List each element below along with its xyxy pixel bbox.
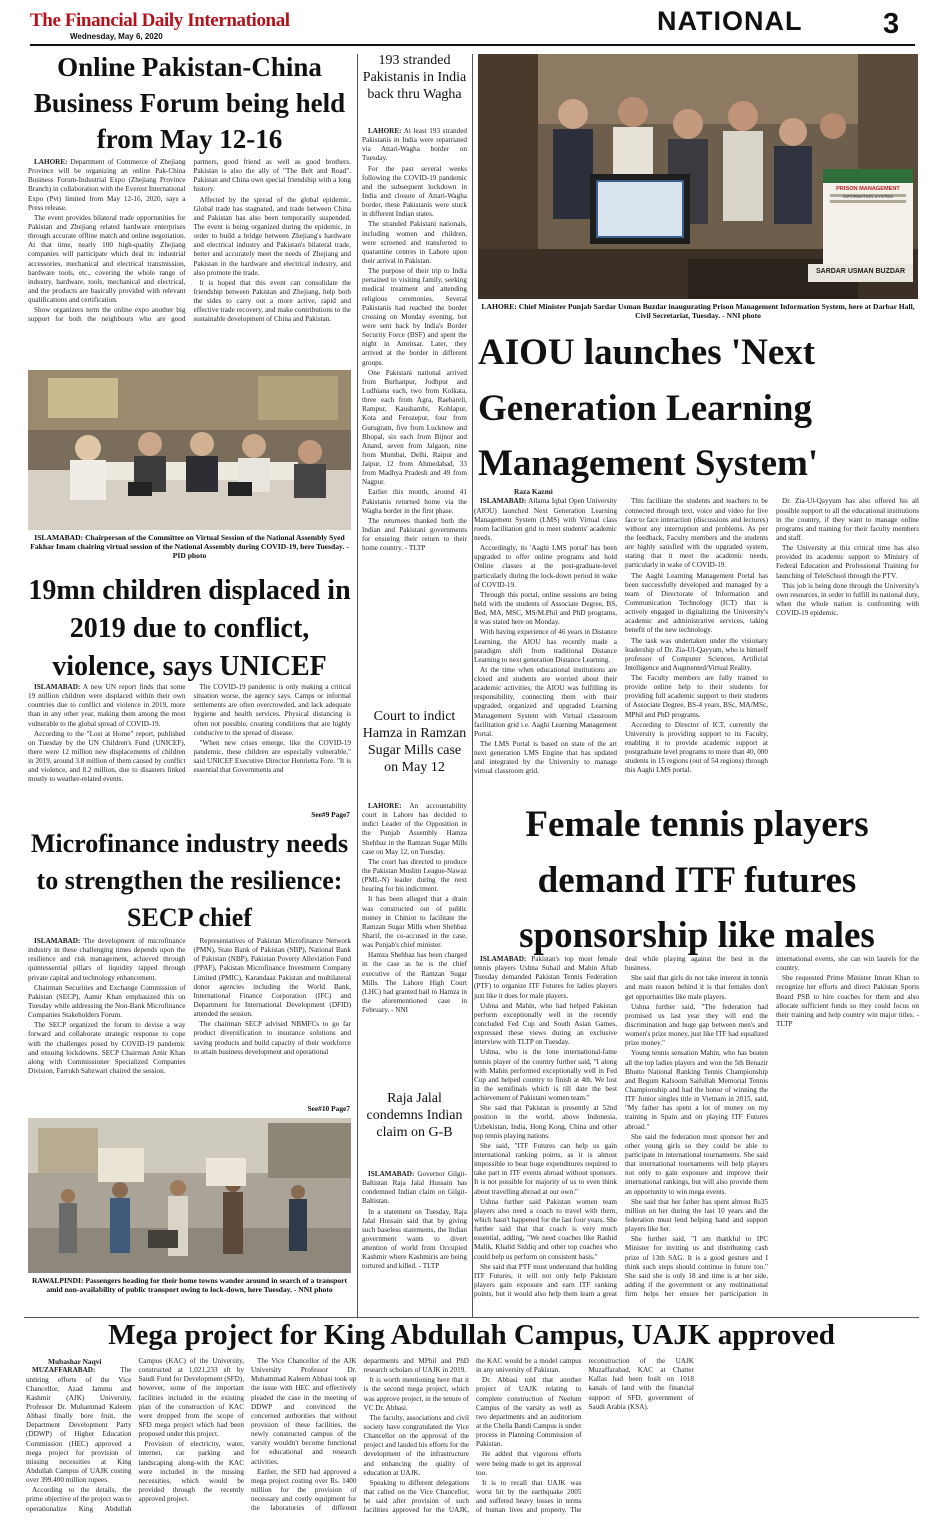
paragraph: The University at this critical time has also provided its academic support to Ministry of Federal Education and Professional Training for launching of TeleSchool through the PTV. xyxy=(776,544,919,580)
dateline: LAHORE: xyxy=(34,158,68,166)
paragraph: She said that her father has spent almost Rs35 million on her during the last 10 years and the federation must lend helping hand and support players like her. xyxy=(625,1197,768,1234)
banner-title: PRISON MANAGEMENT xyxy=(836,186,900,192)
paragraph: Ushna further said Pakistan women team players also need a coach to travel with them, which hasn't happened for the last four years. She further said that that coach is very much essential, adding, "We need coaches like Rashid Malik, Khalid Siddiq and other top coaches who could help us perform on consistent basis." xyxy=(474,1197,617,1261)
article-microfinance xyxy=(28,937,351,1115)
section-rule xyxy=(30,44,915,46)
paragraph: She said, "ITF Futures can help us gain international ranking points, as it is almost impossible to bear huge expenditures required to take part in ITF events abroad without sponsors. It is not possible for majority of us to even think about travelling abroad at our own." xyxy=(474,1141,617,1196)
paragraph: He added that vigorous efforts were being made to get its approval too. xyxy=(476,1450,582,1477)
caption-buzdar: LAHORE: Chief Minister Punjab Sardar Usman Buzdar inaugurating Prison Management Information System, here at Darbar Hall, Civil Secretariat, Tuesday. - NNI photo xyxy=(481,302,915,321)
paragraph: According to Director of ICT, currently the University is providing support to its Faculty, enabling it to provide academic support at postgraduate level programs to more than 40, 000 students in 15 regions (out of 54 regions) through this Aaghi LMS portal. xyxy=(625,720,768,775)
headline-tennis: Female tennis players demand ITF futures sponsorship like males xyxy=(519,804,875,956)
paragraph: With having experience of 46 years in Distance Learning, the AIOU has recently made a paradigm shift from traditional Distance Learning to next generation Distance Learning. xyxy=(474,628,617,664)
dateline: LAHORE: xyxy=(368,127,402,135)
photo-buzdar xyxy=(478,54,918,299)
article-uajk xyxy=(26,1357,919,1517)
nameplate: SARDAR USMAN BUZDAR xyxy=(815,268,906,275)
headline-pakchina: Online Pakistan-China Business Forum being held from May 12-16 xyxy=(33,52,346,154)
paragraph: The SECP organized the forum to devise a way forward and collaborate strategic response to cope with the challenges posed by COVID-19 pandemic and ensuing lockdowns. SECP Chairman Amir Khan along with Commissioner Specialized Companies Division, Farrukh Sabzwari chaired the session. xyxy=(28,1021,186,1075)
paragraph: The returnees thanked both the Indian and Pakistani governments for ensuring their return to their home country. - TLTP xyxy=(362,516,467,553)
paragraph: The faculty, associations and civil society have congratulated the Vice Chancellor on the approval of the project and lauded his efforts for the development of the infrastructure and enhancing the quality of education at UAJK. xyxy=(363,1413,469,1477)
dateline: LAHORE: xyxy=(368,802,402,810)
paragraph: The task was undertaken under the visionary leadership of Dr. Zia-Ul-Qayyum, who is himself professor of Computer Sciences, Artificial Intelligence and Augmented/Virtual Reality. xyxy=(625,636,768,672)
byline: Raza Kazmi xyxy=(514,487,553,496)
paragraph: A new UN report finds that some 19 million children were displaced within their own countries due to conflict and violence in 2019, more than in any other year, making them among the most vulnerable to the global spread of COVID-19. xyxy=(28,683,186,728)
paragraph: It is worth mentioning here that it is the second mega project, which was approve project, in the tenure of VC Dr. Abbasi. xyxy=(363,1376,469,1412)
paragraph: Representatives of Pakistan Microfinance Network (PMN), State Bank of Pakistan (SBP), National Bank of Pakistan (NBP), Pakistan Poverty Alleviation Fund (PPAF), Pakistan Microfinance Investment Company Limited (PMIC), Karandaaz Pakistan and multilateral donor agencies including the World Bank, International Finance Corporation (IFC) and Department for International Development (DFID) attended the session. xyxy=(193,937,351,1019)
dateline: ISLAMABAD: xyxy=(34,683,81,691)
paragraph: Accordingly, its 'Aaghi LMS portal' has been upgraded to offer online programs and hold Online classes at the post-graduate-level particularly during the lock-down period in wake of COVID-19. xyxy=(474,544,617,589)
paragraph: The stranded Pakistani nationals, including women and children, were screened and transferred to quarantine centres in Lahore upon their arrival in Pakistan. xyxy=(362,220,467,265)
paragraph: Governor Gilgit-Baltistan Raja Jalal Hussain has condemned Indian claim on Gilgit-Baltistan. xyxy=(362,1170,467,1206)
paragraph: Dr. Abbasi told that another project of UAJK relating to complete construction of Neelum Campus of the varsity as well as two departments and an auditorium at the Chella Bandi Campus is under process in Planning Commission of Pakistan. xyxy=(476,1376,582,1449)
article-aiou xyxy=(474,487,919,793)
paragraph: Earlier, the SFD had approved a mega project costing over Rs. 1400 million for the provision of necessary and costly equipment for the laboratories of different departments and MPhil and PhD research scholars of UAJK in 2019. xyxy=(251,1357,469,1513)
jump-line: See#9 Page7 xyxy=(311,810,350,819)
headline-stranded: 193 stranded Pakistanis in India back thru Wagha xyxy=(362,53,467,103)
paragraph: Dr. Zia-Ul-Qayyum has also offered his all possible support to all the educational institutions in the country, if they want to manage online programs and training for their faculty members and staff. xyxy=(776,497,919,542)
paragraph: "When new crises emerge, like the COVID-19 pandemic, these children are especially vulnerable," said UNICEF Executive Director Henrietta Fore. "It is essential that Governments and xyxy=(193,738,351,775)
paragraph: The Faculty members are fully trained to provide online help to their students for providing full academic support to their students of Associate Degree, BS-4 years, BSc, MA/MSc, MPhil and PhD programs. xyxy=(625,674,768,719)
paragraph: The Vice Chancellor of the AJK University Professor Dr. Muhammad Kaleem Abbasi took up the issue with HEC and effectively pleaded the case in the meeting of DDWP and convinced the concerned authorities that without provision of these facilities, the newly constructed campus of the varsity wouldn't become functional for educational and research activities. xyxy=(251,1357,357,1466)
issue-date: Wednesday, May 6, 2020 xyxy=(70,32,163,41)
paragraph: She requested Prime Minister Imran Khan to recognize her efforts and direct Pakistan Sports Board PSB to hire coaches for them and also allocate sufficient funds so they could focus on their training and help country win major titles. - TLTP xyxy=(776,974,919,1028)
headline-aiou: AIOU launches 'Next Generation Learning Management System' xyxy=(478,332,819,484)
dateline: ISLAMABAD: xyxy=(480,497,527,506)
paragraph: The chairman SECP advised NBMFCs to go far product diversification to insurance solutions and saving products and build capacity of their workforce to attain business development and operational xyxy=(193,1020,351,1056)
paragraph: The untiring efforts of the Vice Chancellor, Azad Jammu and Kashmir (AJK) University, Professor Dr. Muhammad Kaleem Abbasi finally bore fruit, the Department Development Party (DDWP) of Higher Education Commission (HEC) approved a mega project for provision of missing necessities at King Abdullah Campus of UAJK costing over 399.400 million rupees. xyxy=(26,1366,132,1485)
paragraph: It has been alleged that a drain was constructed out of public money in Chiniot to facilitate the Ramzan Sugar Mills when Shehbaz Sharif, the co-accused in the case, was Punjab's chief minister. xyxy=(362,895,467,950)
paragraph: Department of Commerce of Zhejiang Province will be organizing an online Pak-China Business Forum-Industrial Expo (Zhejiang Province Branch) in collaboration with the Everest International Expo (Pvt) limited from May 12-16, 2020, says a Press release. xyxy=(28,158,186,212)
paragraph: The LMS Portal is based on state of the art next generation LMS Engine that has updated and integrated by the University to manage virtual classroom grid. xyxy=(474,740,617,776)
paragraph: For the past several weeks following the COVID-19 pandemic and the subsequent lockdown in India and closure of Attari-Wagha border, these Pakistanis were stuck in different Indian states. xyxy=(362,164,467,219)
column-rule xyxy=(357,54,358,1318)
photo-virtual-session xyxy=(28,370,351,530)
paragraph: She said that PTF must understand that holding ITF Futures, it will not only help Pakistani players gain exposure and earn ITF ranking points, but it would also help them learn a great deal while playing against the best in the business. xyxy=(474,955,768,1299)
photo-passengers xyxy=(28,1118,351,1273)
paragraph: In a statement on Tuesday, Raja Jalal Hussain said that by giving such baseless statements, the Indian government wants to divert attention of world from Occupied Kashmir where Kashmiris are being tortured and killed. - TLTP xyxy=(362,1207,467,1271)
dateline: ISLAMABAD: xyxy=(480,955,527,963)
paragraph: This job is being done through the University's own resources, in order to fulfill its national duty, when the whole nation is confronting with COVID-19 epidemic. xyxy=(776,581,919,618)
paragraph: The Aaghi Learning Management Portal has been successfully developed and managed by a team of Directorate of Information and Communication Technology (ICT) that is actively engaged in digitalizing the University's academic and administrative services, taking benefit of the new technology. xyxy=(625,571,768,635)
paragraph: Show organizers term the online expo another big support for both the neighbours who are good partners, good friend as well as good brothers. Pakistan is also the ally of "The Belt and Road". Pakistan and China own special friendship with a long history. xyxy=(28,158,351,324)
page-number: 3 xyxy=(883,8,900,40)
paper-name: The Financial Daily International xyxy=(30,10,290,31)
article-rajajalal xyxy=(362,1170,467,1312)
paragraph: Earlier this month, around 41 Pakistanis returned home via the Wagha border in the first phase. xyxy=(362,488,467,515)
paragraph: Allama Iqbal Open University (AIOU) launched Next Generation Learning Management System (LMS) with Virtual class room facilitation grid to meet students' academic needs. xyxy=(474,497,617,542)
column-rule xyxy=(472,54,473,1318)
paragraph: According to the details, the prime objective of the project was to operationalize King Abdullah Campus (KAC) of the University, constructed at 1,021,233 sft by Saudi Fund for Development (SFD), however, some of the important facilities included in the existing plan of the construction of KAC were dropped from the scope of SFD mega project which had been proposed under this project. xyxy=(26,1357,244,1513)
paragraph: Hamza Shehbaz has been charged in the case as he is the chief executive of the Ramzan Sugar Mills. The Lahore High Court (LHC) had granted bail to Hamza in the aforementioned case in February. - NNI xyxy=(362,951,467,1015)
dateline: MUZAFFARABAD: xyxy=(32,1366,96,1375)
paragraph: At the time when educational institutions are closed and students are worried about their academic activities, the AIOU was fulfilling its responsibility, connecting them with their upgraded, organized and upgraded Learning Management System with Virtual classroom facilitation grid i.e. Aaghi Learning Management Portal. xyxy=(474,665,617,738)
paragraph: Speaking to different delegations that called on the Vice Chancellor, he said after provision of such facilities approved for the UAJK, the KAC would be a model campus in any university of Pakistan. xyxy=(363,1357,582,1515)
headline-rajajalal: Raja Jalal condemns Indian claim on G-B xyxy=(366,1091,463,1141)
paragraph: She said the federation must sponsor her and other young girls so they could be able to participate in international tournaments. She said that international tournaments will help players not only to gain exposure and improve their international rankings, but will also provide them an opportunity to win mega events. xyxy=(625,1132,768,1196)
paragraph: Ushna, who is the lone international-fame tennis player of the country further said, "I along with Mahin performed exceptionally well in Fed Cup and helped country to finish at 4th. We lost in the semifinals which is till date the best achievement of Pakistani women team." xyxy=(474,1048,617,1103)
paragraph: Provision of electricity, water, internet, car parking and landscaping along-with the KAC were included in the missing necessities, which would be provided through the recently approved project. xyxy=(138,1440,244,1504)
headline-microfinance: Microfinance industry needs to strengthen the resilience: SECP chief xyxy=(30,829,349,932)
paragraph: Ushna further said, "The federation had promised us last year they will end the discrimination and huge gap between men's and women's prize money, just like ITF had equalized prize money." xyxy=(625,1002,768,1048)
byline: Mubashar Naqvi xyxy=(48,1357,102,1366)
paragraph: The COVID-19 pandemic is only making a critical situation worse, the agency says. Camps or informal settlements are often overcrowded, and lack adequate hygiene and health services. Physical distancing is often not possible, creating conditions that are highly conducive to the spread of disease. xyxy=(193,683,351,737)
jump-line: See#10 Page7 xyxy=(307,1104,350,1113)
paragraph: Chairman Securities and Exchange Commission of Pakistan (SECP), Aamir Khan emphasized this on Tuesday while addressing the Non-Bank Microfinance Companies Stakeholders Forum. xyxy=(28,983,186,1020)
paragraph: An accountability court in Lahore has decided to indict Leader of the Opposition in the Punjab Assembly Hamza Shehbaz in the Ramzan Sugar Mills case on May 12, on Tuesday. xyxy=(362,802,467,856)
paragraph: It is hoped that this event can consolidate the friendship between Pakistan and Zhejiang, help both the sides to carry out a more active, rapid and effective trade recovery, and make contributions to the sustainable development of China and Pakistan. xyxy=(193,278,351,324)
paragraph: It is to recall that UAJK was worst hit by the earthquake 2005 and suffered heavy losses in terms of human lives and property. The reconstruction of the UAJK Muzaffarabad, KAC at Chatter Kallas had been built on 1018 kanals of land with the financial support of SFD, government of Saudi Arabia (KSA). xyxy=(476,1357,694,1515)
paragraph: The development of microfinance industry in these challenging times depends upon the resilience and risk management, achieved through quintessential pillars of liquidity tapped through private capital and technology enhancement. xyxy=(28,937,186,982)
banner-subtitle: INFORMATION SYSTEM xyxy=(843,194,893,199)
paragraph: Young tennis sensation Mahin, who has beaten all the top ladies players and won the 5th Benazir Bhutto National Ranking Tennis Championship and Begum Kalsoom Saifullah Memorial Tennis Championship and had the honor of winning the ITF Junior singles title in Vietnam in 2015, said, "My father has spent a lot of money on my training in Spain and on playing ITF Futures abroad." xyxy=(625,1049,768,1131)
dateline: ISLAMABAD: xyxy=(34,937,81,945)
paragraph: She said that girls do not take interest in tennis and main reason behind it is that females don't get opportunities like male players. xyxy=(625,974,768,1001)
paragraph: At least 193 stranded Pakistanis in India were repatriated via Attari-Wagha border on Tuesday. xyxy=(362,127,467,163)
paragraph: Affected by the spread of the global epidemic, Global trade has stagnated, and trade between China and Pakistan has also been temporarily suspended. The event is being organized during the epidemic, in order to build a bridge between Zhejiang's hardware and electrical industry and Pakistan's bilateral trade, better and accurately meet the needs of Zhejiang and Pakistan in the hardware and electrical industry, and also promote the trade. xyxy=(193,195,351,277)
caption-passengers: RAWALPINDI: Passengers heading for their home towns wander around in search of a transport amid non-availability of public transport owing to lock-down, here Tuesday. - NNI photo xyxy=(31,1276,348,1295)
article-court xyxy=(362,802,467,1082)
masthead xyxy=(0,0,945,46)
paragraph: One Pakistani national arrived from Burhanpur, Jodhpur and Ludhiana each, two from Kolkata, three each from Agra, Raebareli, Rampur, Kaushambi, Kohlapur, Kota and Ferozepur, four from Gurugram, five from Lucknow and Bhopal, six each from Bijnor and Anand, seven from Jalgaon, nine from Mumbai, Delhi, Raipur and Jaipur, 12 from Ahmedabad, 33 from Madhya Pradesh and 49 from Nagpur. xyxy=(362,368,467,487)
paragraph: The purpose of their trip to India pertained to visiting family, seeking medical treatment and attending religious ceremonies. Several Pakistanis had reached the border crossing on Monday evening, but were sent back by India's Border Security Force (BSF) and spent the night in Amritsar. Later, they arrived at the border in different groups. xyxy=(362,267,467,367)
headline-uajk: Mega project for King Abdullah Campus, UAJK approved xyxy=(108,1319,835,1351)
article-unicef xyxy=(28,683,351,811)
caption-virtual-session: ISLAMABAD: Chairperson of the Committee on Virtual Session of the National Assembly Syed Fakhar Imam chairing virtual session of the National Assembly during COVID-19, here Tuesday. - PID photo xyxy=(30,533,349,561)
section-label: NATIONAL xyxy=(657,6,803,36)
paragraph: She said that Pakistan is presently at 52nd position in the world, above Indonesia, Uzbekistan, India, Hong Kong, China and other top tennis playing nations. xyxy=(474,1104,617,1140)
article-tennis xyxy=(474,955,919,1312)
paragraph: This facilitate the students and teachers to be connected through text, voice and video for live face to face interaction (discussions and lectures) without any interruption and problems. As per the feedback, Faculty members and the students are highly satisfied with the upgraded system, stating that it meet the academic needs, particularly in wake of COVID-19. xyxy=(625,497,768,570)
headline-court: Court to indict Hamza in Ramzan Sugar Mills case on May 12 xyxy=(362,709,467,776)
paragraph: She further said, "I am thankful to IPC Minister for inviting us and distributing cash prize of 13th SAG. It is a good gesture and I think such steps should continue in future too." She said she is only 18 and time is at her side, adding if the government or any multinational firm helps her ensure her participation in international events, she can win laurels for the country. xyxy=(625,955,919,1299)
paragraph: Ushna and Mahin, who had helped Pakistan perform exceptionally well in the recently concluded Fed Cup and South Asian Games, expressed these views during an exclusive interview with TLTP on Tuesday. xyxy=(474,1001,617,1047)
paragraph: Pakistan's top most female tennis players Ushna Suhail and Mahin Aftab Tuesday demanded Pakistan Tennis Federation (PTF) to organize ITF Futures for ladies players just like it does for male players. xyxy=(474,955,617,1000)
dateline: ISLAMABAD: xyxy=(368,1170,415,1178)
paragraph: The event provides bilateral trade opportunities for Pakistan and Zhejiang related hardware enterprises through accurate offline match and online negotiation. At that time, nearly 100 high-quality Zhejiang companies will participate which deal in: industrial accessories, mechanical and electrical transmission, hardware tools, etc., covering the whole range of industry, hardware, tools, mechanical and electrical, and the products are basically provided with relevant qualifications and certification. xyxy=(28,213,186,305)
paragraph: According to the "Lost at Home" report, published on Tuesday by the UN Children's Fund (UNICEF), there were 12 million new displacements of children in 2019, around 3.8 million of them caused by conflict and violence, and 8.2 million, due to disasters linked mostly to weather-related events. xyxy=(28,729,186,784)
headline-unicef: 19mn children displaced in 2019 due to conflict, violence, says UNICEF xyxy=(28,575,351,682)
article-stranded xyxy=(362,127,467,697)
article-pakchina xyxy=(28,158,351,365)
paragraph: Through this portal, online sessions are being held with the students of Associate Degree, BS, Bed, MA, MSC, MS/M.Phil and PhD programs, it was stated here on Monday. xyxy=(474,590,617,627)
paragraph: The court has directed to produce the Pakistan Muslim League-Nawaz (PML-N) leader during the next hearing for his indictment. xyxy=(362,857,467,894)
